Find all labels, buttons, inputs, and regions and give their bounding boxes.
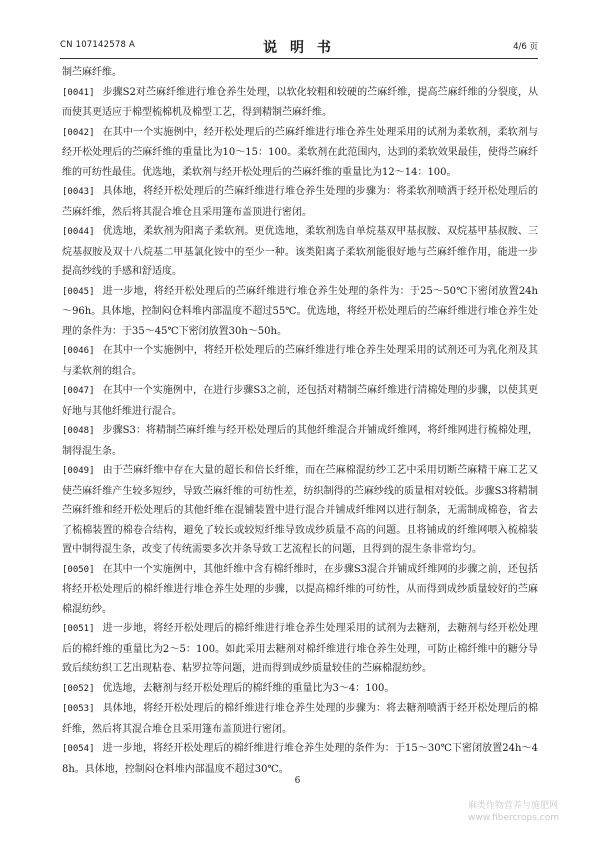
document-body <box>62 63 538 779</box>
paragraph <box>62 123 538 183</box>
paragraph-text: 在其中一个实施例中，在进行步骤S3之前，还包括对精制苎麻纤维进行清棉处理的步骤，以使其更好地与其他纤维进行混合。 <box>62 385 538 417</box>
paragraph-text: 进一步地，将经开松处理后的棉纤维进行堆仓养生处理采用的试剂为去糖剂，去糖剂与经开松处理后的棉纤维的重量比为2～5：100。如此采用去糖剂对棉纤维进行堆仓养生处理，可防止棉纤维中的糖分导致后续纺织工艺出现粘卷、粘罗拉等问题，进而得到成纱质量较佳的苎麻棉混纺纱。 <box>62 623 538 674</box>
page-header <box>60 37 538 57</box>
paragraph-number: [0054] <box>62 744 95 754</box>
paragraph-number: [0045] <box>62 286 95 297</box>
paragraph-number: [0050] <box>62 564 95 575</box>
paragraph <box>62 461 538 560</box>
paragraph <box>62 341 538 381</box>
paragraph <box>62 222 538 282</box>
watermark-line-1: 麻类作物营养与施肥网 <box>468 801 559 811</box>
paragraph-number: [0046] <box>62 346 95 356</box>
paragraph-number: [0053] <box>62 704 95 714</box>
paragraph-number: [0047] <box>62 386 95 396</box>
paragraph <box>62 739 538 779</box>
page-number: 6 <box>294 776 301 786</box>
document-title: 说 明 书 <box>263 40 335 56</box>
paragraph-text: 在其中一个实施例中，其他纤维中含有棉纤维时，在步骤S3混合并铺成纤维网的步骤之前，还包括将经开松处理后的棉纤维进行堆仓养生处理的步骤，以提高棉纤维的可纺性，从而得到成纱质量较好的苎麻棉混纺纱。 <box>62 563 538 615</box>
paragraph-text: 由于苎麻纤维中存在大量的超长和倍长纤维，而在苎麻棉混纺纱工艺中采用切断苎麻精干麻工艺又使苎麻纤维产生较多短纱，导致苎麻纤维的可纺性差，纺织制得的苎麻纱线的质量相对较低。步骤S3将精制苎麻纤维和经开松处理后的其他纤维在混铺装置中进行混合并铺成纤维网以进行制条，无需制成棉卷，省去了梳棉装置的棉卷合结构，避免了较长或较短纤维导致成纱质量不高的问题。且将铺成的纤维网喂入梳棉装置中制得混生条，改变了传统需要多次并条导致工艺流程长的问题，且得到的混生条非常均匀。 <box>62 465 538 555</box>
paragraph <box>62 421 538 461</box>
paragraph <box>62 699 538 739</box>
paragraph-number: [0051] <box>62 624 95 634</box>
paragraph-number: [0048] <box>62 426 95 436</box>
paragraph-text: 优选地，去糖剂与经开松处理后的棉纤维的重量比为3～4：100。 <box>102 682 395 694</box>
paragraph-text: 进一步地，将经开松处理后的棉纤维进行堆仓养生处理的条件为：于15～30℃下密闭放置24h～48h。具体地，控制闷仓料堆内部温度不超过30℃。 <box>62 743 538 775</box>
paragraph <box>62 182 538 222</box>
paragraph-text: 步骤S3：将精制苎麻纤维与经开松处理后的其他纤维混合并铺成纤维网，将纤维网进行梳棉处理，制得混生条。 <box>62 425 538 457</box>
watermark <box>468 800 592 824</box>
continued-line: 制苎麻纤维。 <box>62 67 122 78</box>
paragraph-number: [0043] <box>62 187 95 197</box>
page-info: 4/6 页 <box>513 42 538 52</box>
paragraph-text: 在其中一个实施例中，将经开松处理后的苎麻纤维进行堆仓养生处理采用的试剂还可为乳化剂及其与柔软剂的组合。 <box>62 345 538 377</box>
paragraph-text: 具体地，将经开松处理后的棉纤维进行堆仓养生处理的步骤为：将去糖剂喷洒于经开松处理后的棉纤维，然后将其混合堆仓且采用篷布盖顶进行密闭。 <box>62 703 538 735</box>
paragraph <box>62 83 538 123</box>
paragraph-text: 优选地，柔软剂为阳离子柔软剂。更优选地，柔软剂选自单烷基双甲基叔胺、双烷基甲基叔胺、三烷基叔胺及双十八烷基二甲基氯化铵中的至少一种。该类阳离子柔软剂能很好地与苎麻纤维作用，能进一步提高纱线的手感和舒适度。 <box>62 226 538 277</box>
paragraph-text: 具体地，将经开松处理后的苎麻纤维进行堆仓养生处理的步骤为：将柔软剂喷洒于经开松处理后的苎麻纤维，然后将其混合堆仓且采用篷布盖顶进行密闭。 <box>62 186 538 218</box>
paragraph-number: [0052] <box>62 683 95 694</box>
paragraph-number: [0042] <box>62 127 95 138</box>
header-rule <box>60 58 538 59</box>
paragraph-text: 进一步地，将经开松处理后的苎麻纤维进行堆仓养生处理的条件为：于25～50℃下密闭放置24h～96h。具体地，控制闷仓料堆内部温度不超过55℃。优选地，将经开松处理后的苎麻纤维进行堆仓养生处理的条件为：于35～45℃下密闭放置30h～50h。 <box>62 285 538 337</box>
paragraph-number: [0049] <box>62 466 95 476</box>
paragraph <box>62 679 538 700</box>
paragraph <box>62 619 538 679</box>
paragraph <box>62 282 538 342</box>
publication-number: CN 107142578 A <box>60 40 135 50</box>
paragraph-text: 在其中一个实施例中，经开松处理后的苎麻纤维进行堆仓养生处理采用的试剂为柔软剂，柔软剂与经开松处理后的苎麻纤维的重量比为10～15：100。柔软剂在此范围内，达到的柔软效果最佳，使得苎麻纤维的可纺性最佳。优选地，柔软剂与经开松处理后的苎麻纤维的重量比为12～14：100。 <box>62 126 538 178</box>
watermark-line-2: www.fibercrops.com <box>468 813 559 823</box>
paragraph-number: [0041] <box>62 87 95 98</box>
paragraph-number: [0044] <box>62 227 95 237</box>
paragraph-text: 步骤S2对苎麻纤维进行堆仓养生处理，以软化较粗和较硬的苎麻纤维，提高苎麻纤维的分裂度，从而使其更适应于棉型梳棉机及棉型工艺，得到精制苎麻纤维。 <box>62 86 538 118</box>
paragraph <box>62 381 538 421</box>
paragraph <box>62 560 538 620</box>
